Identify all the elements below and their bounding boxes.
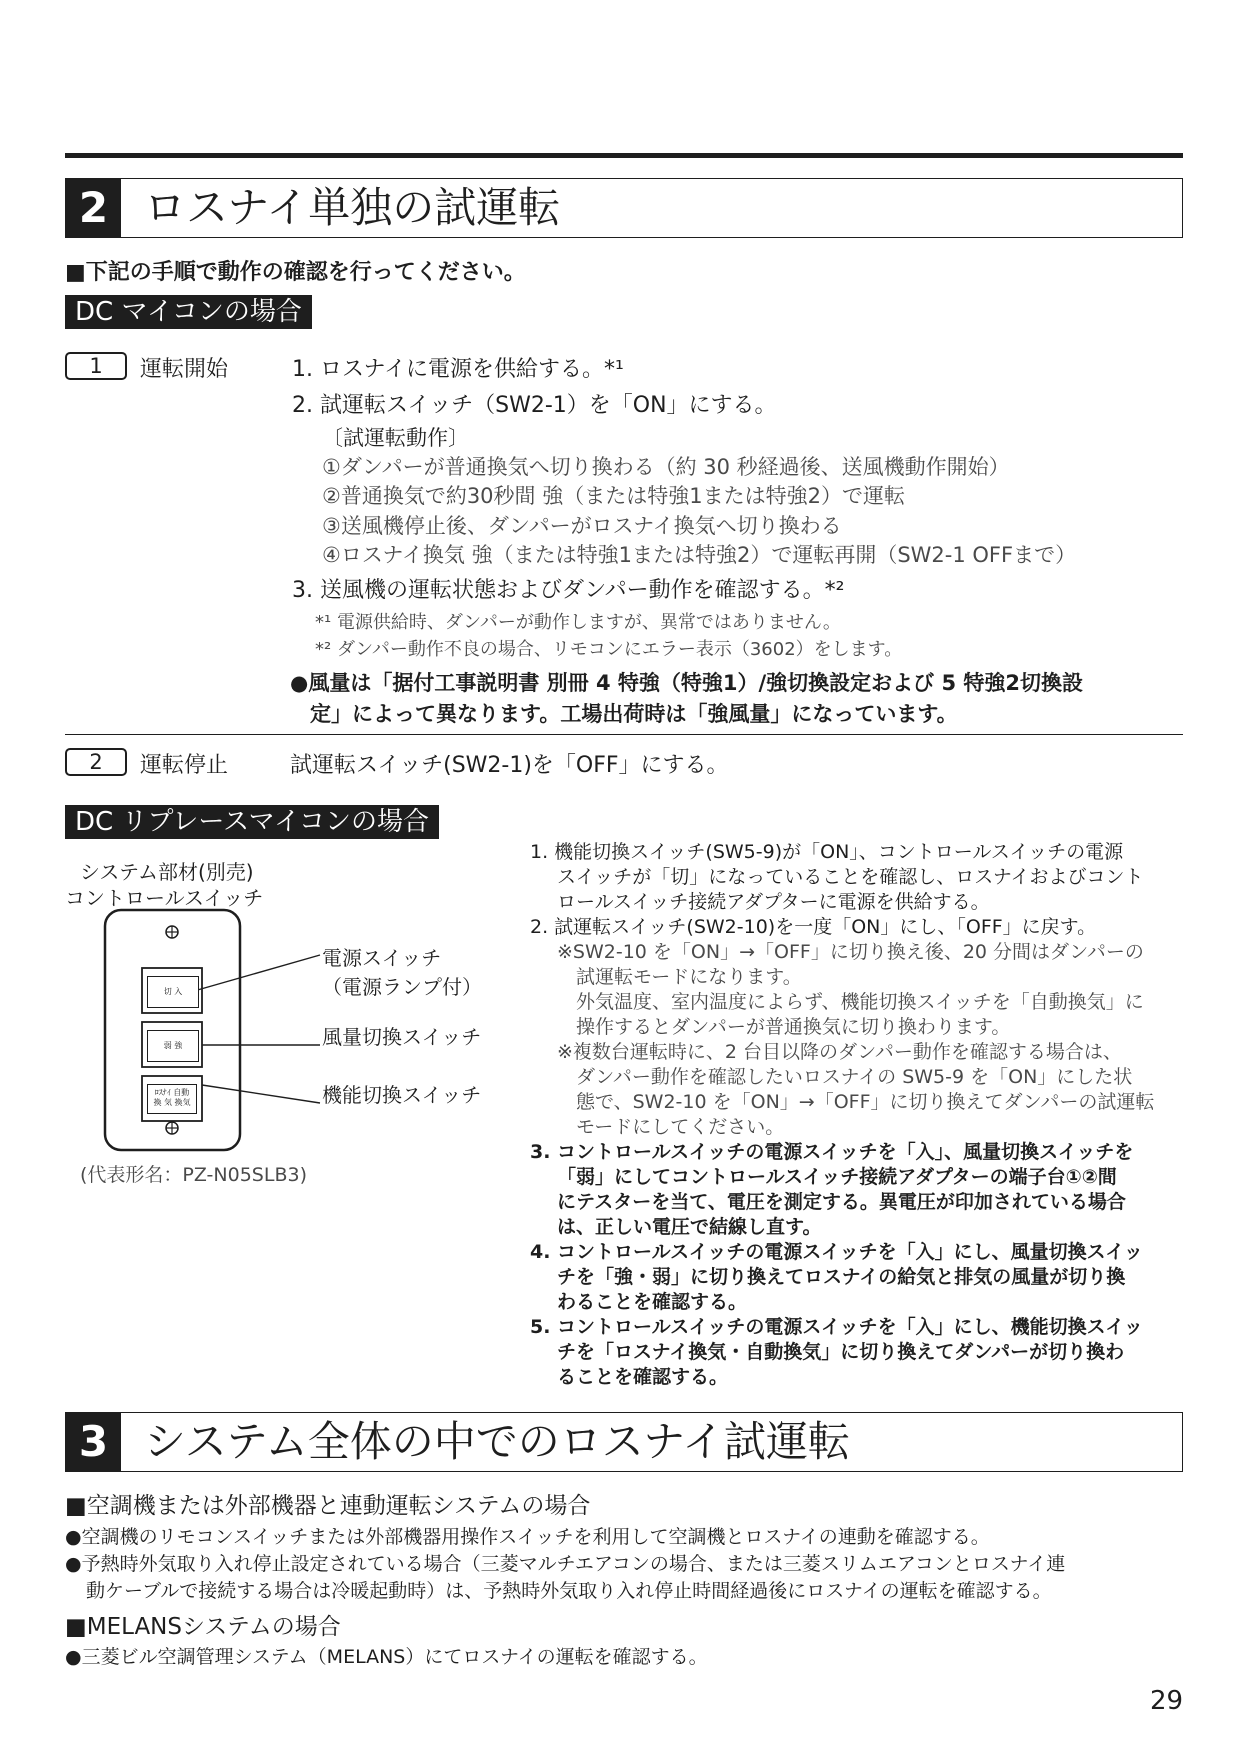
section-3-number: 3 [66,1413,121,1471]
step-divider [65,734,1183,735]
section-3-sub-1: ■空調機または外部機器と連動運転システムの場合 [65,1493,591,1519]
replace-line-20: 5. コントロールスイッチの電源スイッチを「入」にし、機能切換スイッ [530,1316,1143,1338]
replace-line-4: 2. 試運転スイッチ(SW2-10)を一度「ON」にし、「OFF」に戻す。 [530,916,1097,938]
figure-caption-top-1: システム部材(別売) [80,860,254,884]
trial-operation-title: 〔試運転動作〕 [322,426,469,450]
step-2-label: 運転停止 [140,753,229,778]
replace-line-6: 試運転モードになります。 [576,966,802,988]
replace-line-10: ダンパー動作を確認したいロスナイの SW5-9 を「ON」にした状 [576,1066,1133,1088]
step-1-label: 運転開始 [140,357,229,382]
replace-line-5: ※SW2-10 を「ON」→「OFF」に切り換え後、20 分間はダンパーの [557,941,1144,963]
label-airflow-switch: 風量切換スイッチ [322,1025,482,1049]
replace-line-17: 4. コントロールスイッチの電源スイッチを「入」にし、風量切換スイッ [530,1241,1143,1263]
figure-caption-top-2: コントロールスイッチ [65,886,264,910]
replace-line-7: 外気温度、室内温度によらず、機能切換スイッチを「自動換気」に [576,991,1144,1013]
section-3-header [65,1412,1183,1472]
section-2-intro: ■下記の手順で動作の確認を行ってください。 [65,260,526,285]
section-3-sub-1-item-1: ●空調機のリモコンスイッチまたは外部機器用操作スイッチを利用して空調機とロスナイの連動を確認する。 [65,1526,990,1548]
replace-line-19: わることを確認する。 [557,1291,748,1313]
step-1-item-3: 3. 送風機の運転状態およびダンパー動作を確認する。*² [292,578,845,603]
step-1-box: 1 [65,352,127,380]
dc-maicon-tag: DC マイコンの場合 [65,295,312,329]
replace-line-14: 「弱」にしてコントロールスイッチ接続アダプターの端子台①②間 [557,1166,1117,1188]
trial-op-1: ①ダンパーが普通換気へ切り換わる（約 30 秒経過後、送風機動作開始） [322,455,1010,479]
section-3-title: システム全体の中でのロスナイ試運転 [144,1417,851,1466]
airflow-note-line-1: ●風量は「据付工事説明書 別冊 4 特強（特強1）/強切換設定および 5 特強2切換設 [290,671,1083,695]
figure-caption-bottom: (代表形名：PZ-N05SLB3) [80,1164,307,1186]
replace-line-21: チを「ロスナイ換気・自動換気」に切り換えてダンパーが切り換わ [557,1341,1125,1363]
replace-line-8: 操作するとダンパーが普通換気に切り換わります。 [576,1016,1011,1038]
trial-op-4: ④ロスナイ換気 強（または特強1または特強2）で運転再開（SW2-1 OFFまで） [322,543,1077,567]
page-number: 29 [1150,1686,1184,1716]
replace-line-11: 態で、SW2-10 を「ON」→「OFF」に切り換えてダンパーの試運転 [576,1091,1155,1113]
trial-op-3: ③送風機停止後、ダンパーがロスナイ換気へ切り換わる [322,514,842,538]
replace-line-18: チを「強・弱」に切り換えてロスナイの給気と排気の風量が切り換 [557,1266,1126,1288]
replace-line-15: にテスターを当て、電圧を測定する。異電圧が印加されている場合 [557,1191,1126,1213]
step-1-item-2: 2. 試運転スイッチ（SW2-1）を「ON」にする。 [292,393,777,418]
label-function-switch: 機能切換スイッチ [322,1083,482,1107]
section-3-sub-1-item-3: 動ケーブルで接続する場合は冷暖起動時）は、予熱時外気取り入れ停止時間経過後にロスナイの運転を確認する。 [86,1580,1052,1602]
replace-line-16: は、正しい電圧で結線し直す。 [557,1216,822,1238]
section-3-sub-1-item-2: ●予熱時外気取り入れ停止設定されている場合（三菱マルチエアコンの場合、または三菱スリムエアコンとロスナイ連 [65,1553,1066,1575]
trial-op-2: ②普通換気で約30秒間 強（または特強1または特強2）で運転 [322,484,905,508]
replace-line-12: モードにしてください。 [576,1116,785,1138]
top-rule [65,153,1183,158]
step-1-item-1: 1. ロスナイに電源を供給する。*¹ [292,357,624,382]
airflow-switch: 弱 強 [147,1030,199,1062]
label-power-switch: 電源スイッチ [322,946,442,970]
replace-line-1: 1. 機能切換スイッチ(SW5-9)が「ON」、コントロールスイッチの電源 [530,841,1124,863]
section-3-sub-2-item-1: ●三菱ビル空調管理システム（MELANS）にてロスナイの運転を確認する。 [65,1646,708,1668]
airflow-note-line-2: 定」によって異なります。工場出荷時は「強風量」になっています。 [310,702,958,726]
section-2-title: ロスナイ単独の試運転 [144,183,561,232]
replace-line-2: スイッチが「切」になっていることを確認し、ロスナイおよびコント [557,866,1144,888]
footnote-1: *¹ 電源供給時、ダンパーが動作しますが、異常ではありません。 [315,612,841,633]
replace-line-22: ることを確認する。 [557,1366,729,1388]
replace-line-9: ※複数台運転時に、2 台目以降のダンパー動作を確認する場合は、 [557,1041,1122,1063]
replace-line-3: ロールスイッチ接続アダプターに電源を供給する。 [557,891,990,913]
footnote-2: *² ダンパー動作不良の場合、リモコンにエラー表示（3602）をします。 [315,639,903,660]
function-switch-text-2: 換 気 換気 [153,1098,191,1107]
power-switch: 切 入 [147,976,199,1008]
step-2-box: 2 [65,748,127,776]
section-3-sub-2: ■MELANSシステムの場合 [65,1614,341,1640]
label-power-switch-sub: （電源ランプ付） [322,975,482,999]
step-2-text: 試運転スイッチ(SW2-1)を「OFF」にする。 [290,753,729,778]
replace-line-13: 3. コントロールスイッチの電源スイッチを「入」、風量切換スイッチを [530,1141,1134,1163]
section-2-number: 2 [66,179,121,237]
function-switch [147,1084,197,1114]
function-switch-text-1: ﾛｽﾅｲ 自動 [154,1088,190,1097]
section-2-header [65,178,1183,238]
dc-replace-tag: DC リプレースマイコンの場合 [65,805,439,839]
